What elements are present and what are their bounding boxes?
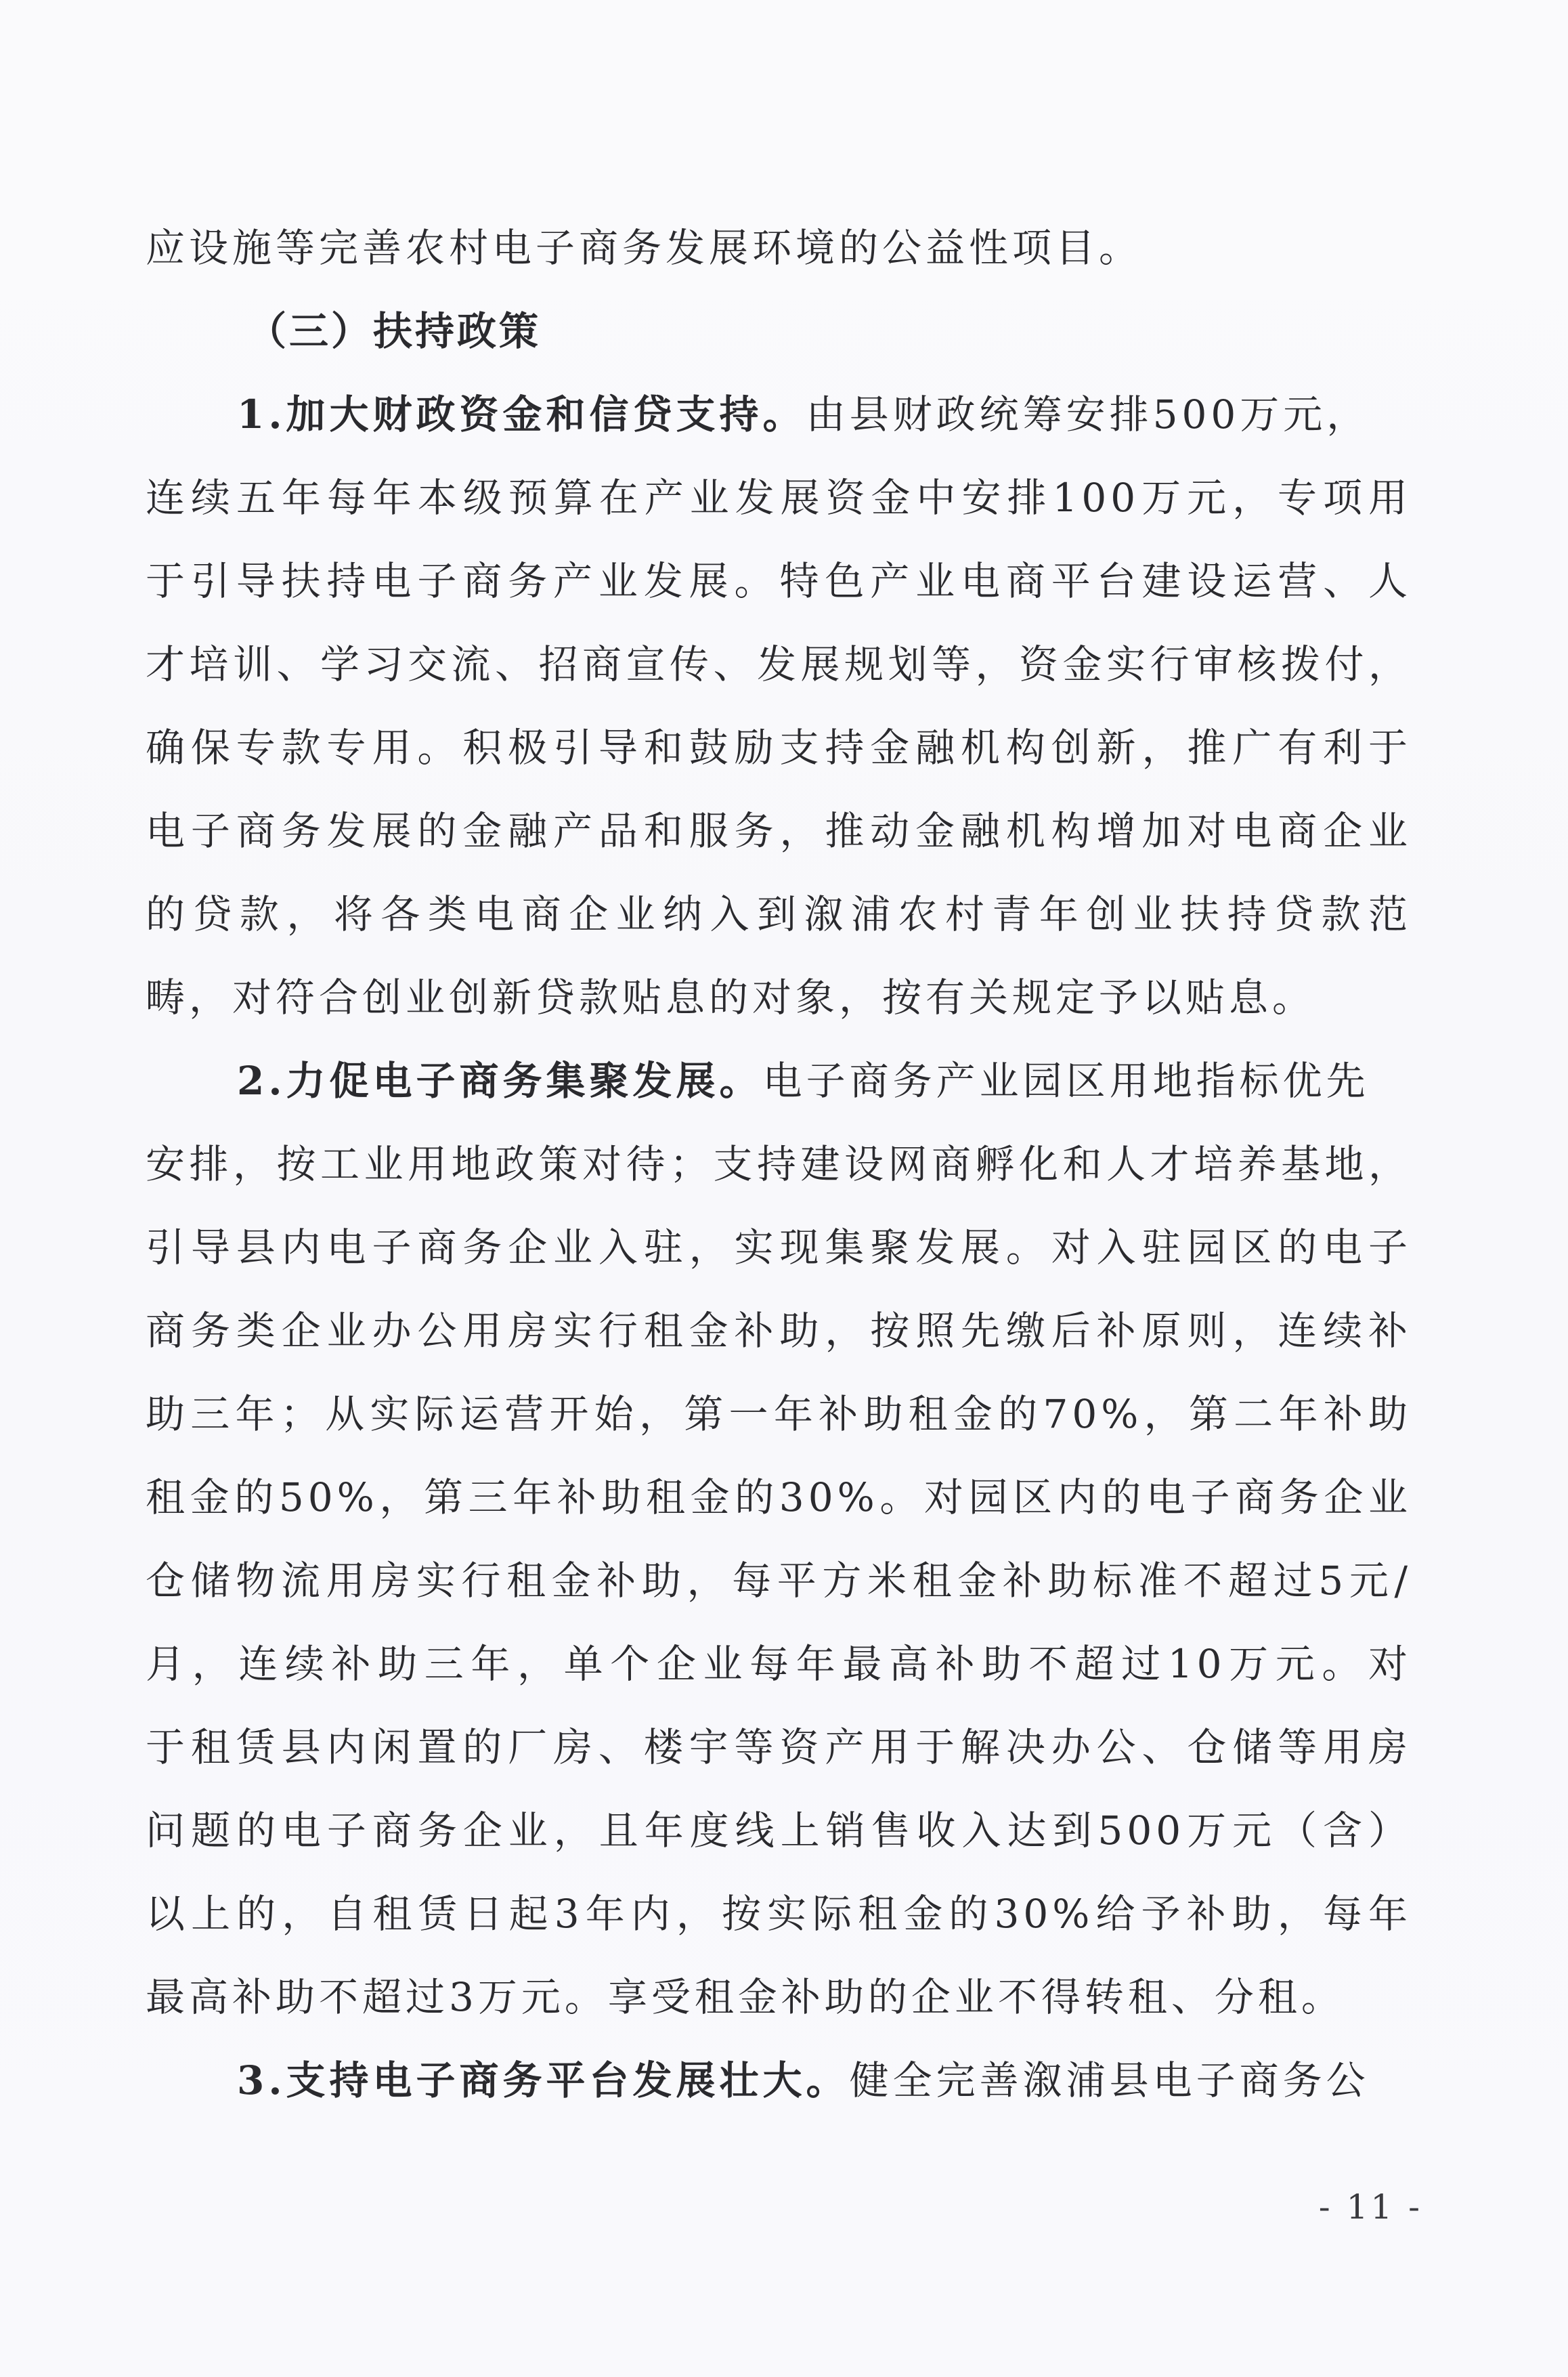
paragraph-lead-line	[146, 373, 1412, 456]
paragraph-lead-line	[146, 2039, 1412, 2122]
text-line: 月，连续补助三年，单个企业每年最高补助不超过10万元。对	[146, 1641, 1412, 1687]
text-line: 安排，按工业用地政策对待；支持建设网商孵化和人才培养基地，	[146, 1141, 1412, 1187]
text-line: 仓储物流用房实行租金补助，每平方米租金补助标准不超过5元/	[146, 1558, 1412, 1604]
paragraph-heading: 3.支持电子商务平台发展壮大。	[237, 2057, 850, 2103]
paragraph-lead-line	[146, 1040, 1412, 1123]
text-line: 应设施等完善农村电子商务发展环境的公益性项目。	[146, 225, 1143, 271]
paragraph-heading: 2.力促电子商务集聚发展。	[237, 1058, 763, 1104]
paragraph-text: 电子商务产业园区用地指标优先	[762, 1058, 1370, 1104]
paragraph-heading: 1.加大财政资金和信贷支持。	[237, 391, 806, 437]
page-number: - 11 -	[1318, 2187, 1422, 2227]
text-line: 于租赁县内闲置的厂房、楼宇等资产用于解决办公、仓储等用房	[146, 1724, 1412, 1770]
text-line: 电子商务发展的金融产品和服务，推动金融机构增加对电商企业	[146, 808, 1412, 854]
document-body	[146, 207, 1412, 2122]
paragraph-text: 健全完善溆浦县电子商务公	[849, 2057, 1370, 2103]
text-line: 问题的电子商务企业，且年度线上销售收入达到500万元（含）	[146, 1807, 1412, 1854]
text-line: 才培训、学习交流、招商宣传、发展规划等，资金实行审核拨付，	[146, 641, 1412, 687]
text-line: 的贷款，将各类电商企业纳入到溆浦农村青年创业扶持贷款范	[146, 891, 1412, 937]
text-line: 引导县内电子商务企业入驻，实现集聚发展。对入驻园区的电子	[146, 1224, 1412, 1270]
text-line: 畴，对符合创业创新贷款贴息的对象，按有关规定予以贴息。	[146, 975, 1316, 1021]
text-line: 租金的50%，第三年补助租金的30%。对园区内的电子商务企业	[146, 1474, 1412, 1520]
text-line: 最高补助不超过3万元。享受租金补助的企业不得转租、分租。	[146, 1974, 1345, 2020]
text-line: 连续五年每年本级预算在产业发展资金中安排100万元，专项用	[146, 475, 1412, 521]
text-line: 于引导扶持电子商务产业发展。特色产业电商平台建设运营、人	[146, 558, 1412, 604]
text-line: 商务类企业办公用房实行租金补助，按照先缴后补原则，连续补	[146, 1308, 1412, 1354]
section-heading: （三）扶持政策	[247, 308, 542, 354]
text-line: 助三年；从实际运营开始，第一年补助租金的70%，第二年补助	[146, 1391, 1412, 1437]
text-line: 以上的，自租赁日起3年内，按实际租金的30%给予补助，每年	[146, 1891, 1412, 1937]
text-line: 确保专款专用。积极引导和鼓励支持金融机构创新，推广有利于	[146, 725, 1412, 771]
paragraph-text: 由县财政统筹安排500万元，	[806, 391, 1370, 437]
